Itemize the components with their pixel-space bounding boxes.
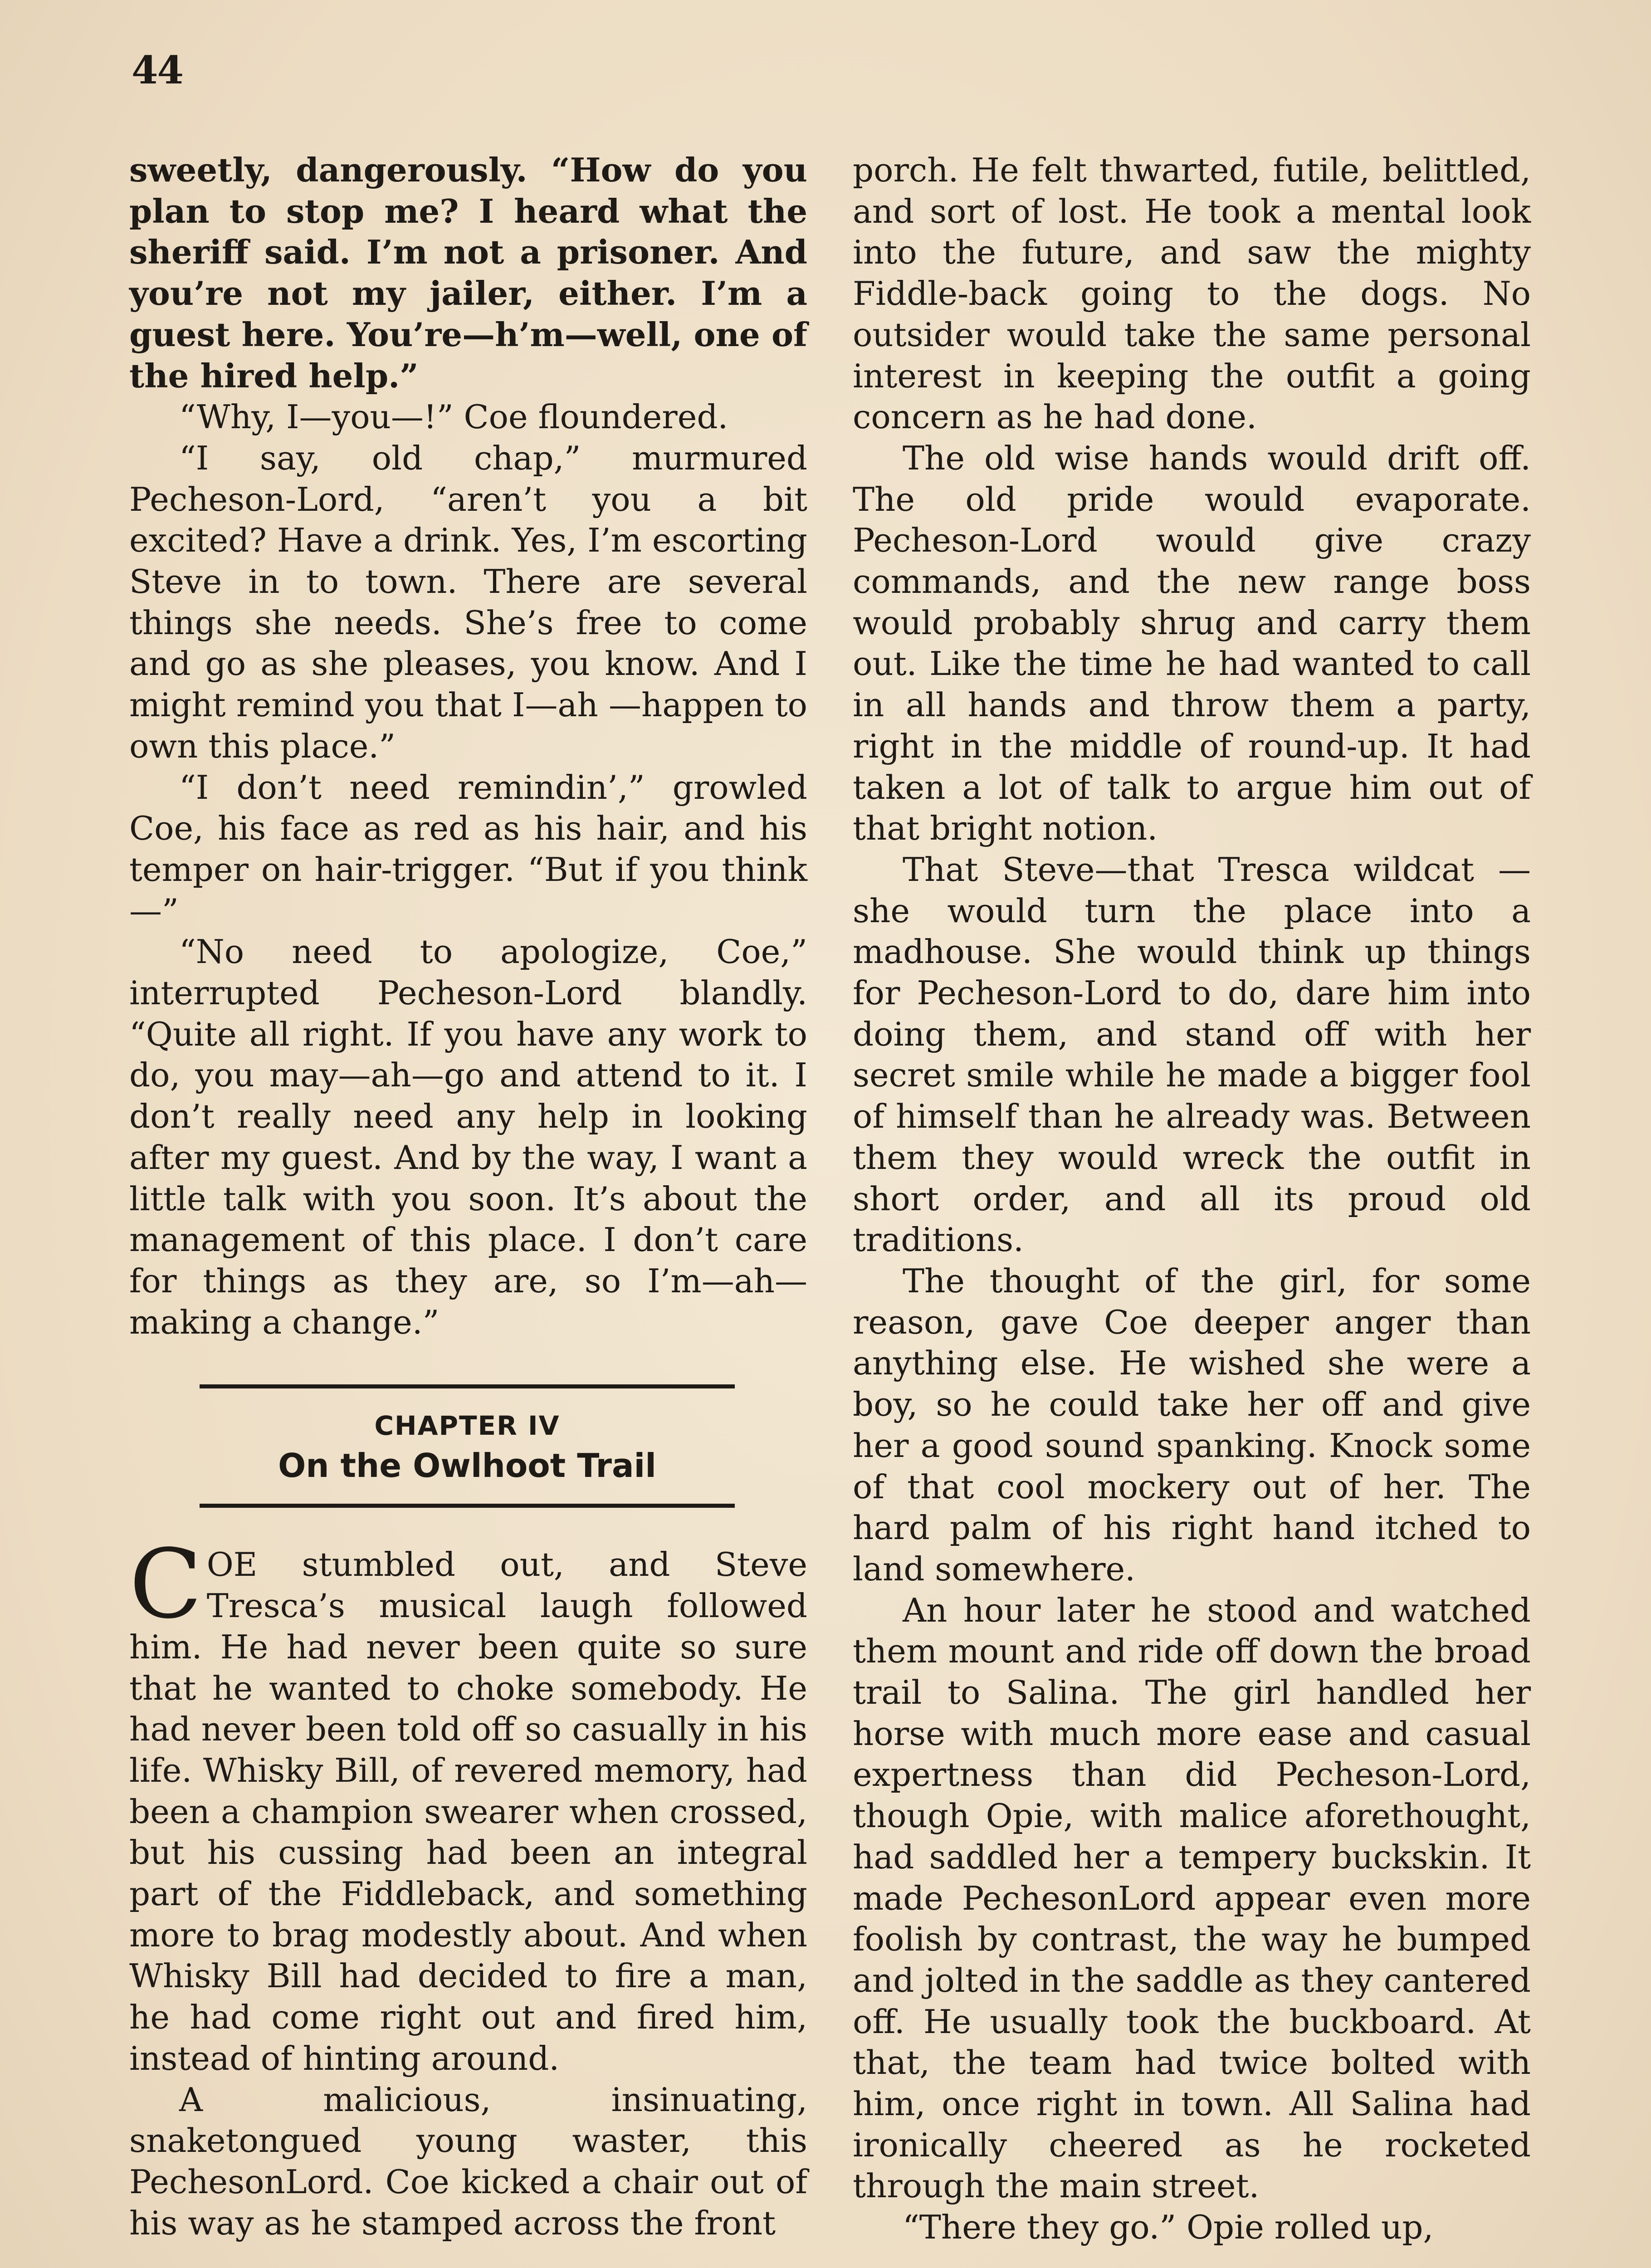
- divider-rule: [200, 1384, 735, 1388]
- chapter-opening-paragraph: [129, 1529, 807, 2079]
- paragraph: The old wise hands would drift off. The old pride would evaporate. Pecheson-Lord would give crazy commands, and the new range boss would probably shrug and carry them out. Like the time he had wanted to call in all hands and throw them a party, right in the middle of round-up. It had taken a lot of talk to argue him out of that bright notion.: [853, 439, 1531, 848]
- paragraph: “Why, I—you—!” Coe floundered.: [179, 398, 728, 436]
- divider-rule: [200, 1504, 735, 1508]
- drop-cap: C: [129, 1529, 202, 1640]
- paragraph: porch. He felt thwarted, futile, belittled, and sort of lost. He took a mental look into the future, and saw the mighty Fiddle-back going to the dogs. No outsider would take the same personal interest in keeping the outfit a going concern as he had done.: [853, 151, 1531, 436]
- right-column: [853, 150, 1531, 2248]
- paragraph: sweetly, dangerously. “How do you plan to stop me? I heard what the sheriff said. I’m not a prisoner. And you’re not my jailer, either. I’m a guest here. You’re—h’m—well, one of the hired help.”: [129, 151, 807, 395]
- paragraph: An hour later he stood and watched them mount and ride off down the broad trail to Salina. The girl handled her horse with much more ease and casual expertness than did Pecheson-Lord, though Opie, with malice aforethought, had saddled her a tempery buckskin. It made PechesonLord appear even more foolish by contrast, the way he bumped and jolted in the saddle as they cantered off. He usually took the buckboard. At that, the team had twice bolted with him, once right in town. All Salina had ironically cheered as he rocketed through the main street.: [853, 1591, 1531, 2205]
- paragraph: “There they go.” Opie rolled up,: [903, 2208, 1434, 2247]
- paragraph: That Steve—that Tresca wildcat —she would turn the place into a madhouse. She would think up things for Pecheson-Lord to do, dare him into doing them, and stand off with her secret smile while he made a bigger fool of himself than he already was. Between them they would wreck the outfit in short order, and all its proud old traditions.: [853, 850, 1531, 1259]
- page-number: 44: [132, 48, 183, 93]
- chapter-heading: [200, 1384, 735, 1508]
- left-column: [129, 150, 807, 2244]
- chapter-label: CHAPTER IV: [374, 1410, 560, 1442]
- paragraph: “I don’t need remindin’,” growled Coe, his face as red as his hair, and his temper on hair-trigger. “But if you think—”: [129, 768, 807, 930]
- paragraph-text: OE stumbled out, and Steve Tresca’s musical laugh followed him. He had never been quite so sure that he wanted to choke somebody. He had never been told off so casually in his life. Whisky Bill, of revered memory, had been a champion swearer when crossed, but his cussing had been an integral part of the Fiddleback, and something more to brag modestly about. And when Whisky Bill had decided to fire a man, he had come right out and fired him, instead of hinting around.: [129, 1545, 807, 2077]
- paragraph: The thought of the girl, for some reason, gave Coe deeper anger than anything else. He wished she were a boy, so he could take her off and give her a good sound spanking. Knock some of that cool mockery out of her. The hard palm of his right hand itched to land somewhere.: [853, 1261, 1531, 1588]
- paragraph: “No need to apologize, Coe,” interrupted Pecheson-Lord blandly. “Quite all right. If you have any work to do, you may—ah—go and attend to it. I don’t really need any help in looking after my guest. And by the way, I want a little talk with you soon. It’s about the management of this place. I don’t care for things as they are, so I’m—ah—making a change.”: [129, 933, 807, 1341]
- paragraph: A malicious, insinuating, snaketongued young waster, this PechesonLord. Coe kicked a chair out of his way as he stamped across the front: [129, 2080, 807, 2242]
- paragraph: “I say, old chap,” murmured Pecheson-Lord, “aren’t you a bit excited? Have a drink. Yes, I’m escorting Steve in to town. There are several things she needs. She’s free to come and go as she pleases, you know. And I might remind you that I—ah —happen to own this place.”: [129, 439, 807, 765]
- chapter-title: On the Owlhoot Trail: [278, 1447, 656, 1485]
